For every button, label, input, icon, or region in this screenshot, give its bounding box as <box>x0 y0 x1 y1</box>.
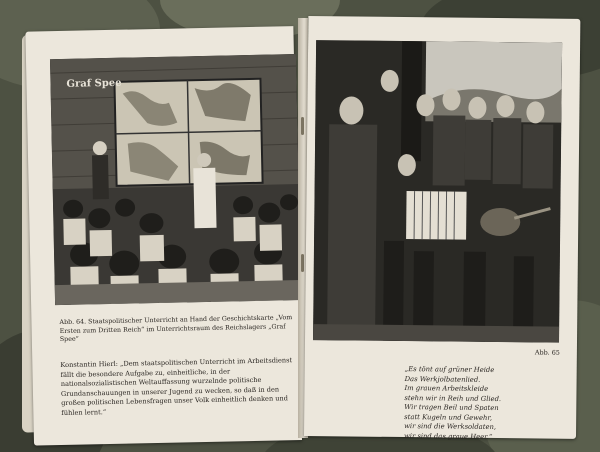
graf-spee-sign: Graf Spee <box>66 77 122 90</box>
right-page-label: Abb. 65 <box>534 348 560 357</box>
right-page <box>304 16 580 439</box>
song-line: wir sind die Werksoldaten, <box>404 422 497 432</box>
musicians-photo <box>313 40 562 343</box>
song-line: stehn wir in Reih und Glied. <box>404 393 502 403</box>
song-line: Das Werkjolbatenlied. <box>404 374 481 384</box>
left-page <box>25 26 302 446</box>
song-line: Wir tragen Beil und Spaten <box>404 403 499 413</box>
left-body-text: Konstantin Hierl: „Dem staatspolitischen Unterricht im Arbeitsdienst fällt die besondere Aufgabe zu, einheitliche, in der nationalsozialistischen Weltauffassung wurzelnde politische Grundanschauungen in unserer Jugend zu wecken, so daß in den großen politischen Lebensfragen unser Volk einheitlich denken und fühlen lernt.“ <box>60 356 293 417</box>
song-line: Im grauen Arbeitskleide <box>404 384 489 393</box>
classroom-photo <box>50 54 301 305</box>
song-line: „Es tönt auf grüner Heide <box>404 365 495 374</box>
song-verse <box>404 365 565 443</box>
left-photo-caption: Abb. 64. Staatspolitischer Unterricht an Hand der Geschichtskarte „Vom Ersten zum Dritten Reich“ im Unterrichtsraum des Reichslagers „Graf Spee“ <box>59 314 293 344</box>
staple-top <box>301 117 304 135</box>
song-line: wir sind das graue Heer.“ <box>403 431 493 441</box>
song-line: statt Kugeln und Gewehr, <box>404 412 493 422</box>
staple-bottom <box>301 254 304 272</box>
open-book <box>22 12 582 440</box>
